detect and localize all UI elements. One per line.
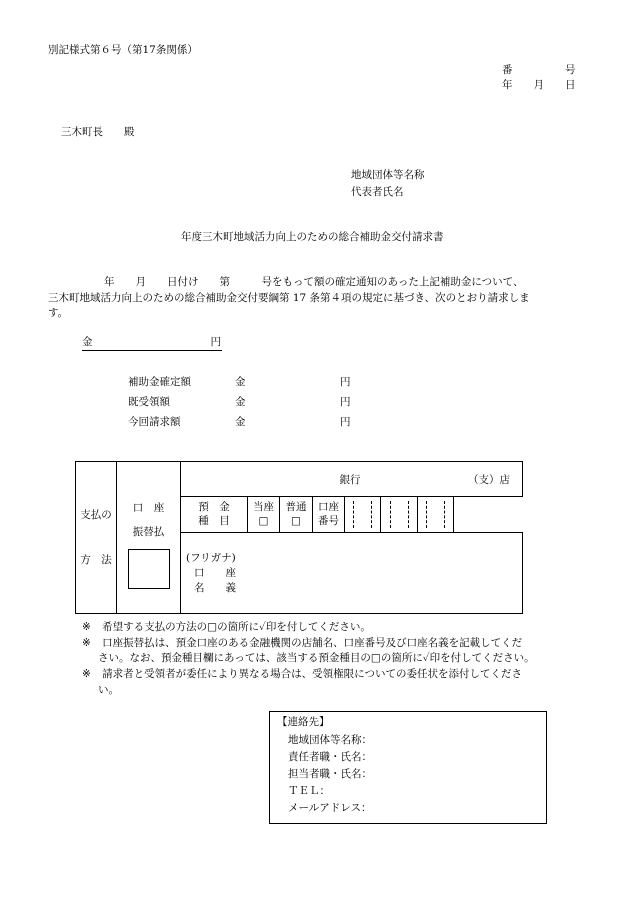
transfer-label: 口 座 bbox=[132, 502, 165, 514]
breakdown-label: 既受領額 bbox=[128, 396, 170, 408]
form-label: 別記様式第６号（第17条関係） bbox=[48, 44, 198, 56]
bank-label: 銀行 bbox=[339, 473, 361, 486]
breakdown-kin: 金 bbox=[235, 396, 246, 408]
date-label: 年 月 日 bbox=[502, 79, 576, 91]
page-title: 年度三木町地域活力向上のための総合補助金交付請求書 bbox=[181, 231, 444, 243]
note: ※ 口座振替払は、預金口座のある金融機関の店舗名、口座番号及び口座名義を記載してくだ bbox=[82, 637, 523, 649]
contact-tel: ＴＥＬ： bbox=[288, 785, 330, 797]
amount-yen: 円 bbox=[210, 336, 221, 348]
account-holder-label: (フリガナ) 口 座 名 義 bbox=[181, 533, 248, 614]
contact-box bbox=[269, 711, 547, 824]
note: ※ 希望する支払の方法の□の箇所に✓印を付してください。 bbox=[82, 621, 371, 633]
branch-label: （支）店 bbox=[468, 473, 511, 486]
account-digit-cell[interactable] bbox=[381, 497, 418, 533]
breakdown-label: 今回請求額 bbox=[128, 416, 181, 428]
addressee: 三木町長 殿 bbox=[61, 126, 135, 138]
payment-table bbox=[75, 461, 523, 614]
applicant-rep-label: 代表者氏名 bbox=[351, 186, 404, 198]
account-number-label: 口座 番号 bbox=[313, 497, 345, 533]
applicant-org-label: 地域団体等名称 bbox=[351, 169, 425, 181]
futsu-checkbox[interactable]: □ bbox=[291, 514, 301, 527]
breakdown-yen: 円 bbox=[340, 396, 351, 408]
contact-staff: 担当者職・氏名： bbox=[288, 768, 372, 780]
breakdown-kin: 金 bbox=[235, 376, 246, 388]
breakdown-kin: 金 bbox=[235, 416, 246, 428]
account-digit-cell[interactable] bbox=[345, 497, 381, 533]
body-line-1: 年 月 日付け 第 号をもって額の確定通知のあった上記補助金について、 bbox=[104, 276, 524, 288]
body-line-3: す。 bbox=[48, 307, 69, 319]
toza-checkbox[interactable]: □ bbox=[258, 514, 269, 527]
deposit-type-label: 預 金 種 目 bbox=[181, 497, 248, 533]
amount-line bbox=[82, 336, 222, 351]
futsu-option[interactable]: 普通 □ bbox=[280, 497, 313, 533]
transfer-option: 口 座 振替払 bbox=[117, 462, 181, 614]
account-digit-cell[interactable] bbox=[418, 497, 454, 533]
breakdown-label: 補助金確定額 bbox=[128, 376, 191, 388]
payment-method-label: 支払の 方 法 bbox=[76, 462, 117, 614]
breakdown-yen: 円 bbox=[340, 416, 351, 428]
note-continued: い。 bbox=[98, 684, 119, 696]
note-continued: さい。なお、預金種目欄にあっては、該当する預金種目の□の箇所に✓印を付してください。 bbox=[98, 652, 535, 664]
breakdown-yen: 円 bbox=[340, 376, 351, 388]
account-holder-cell[interactable] bbox=[248, 533, 523, 614]
branch-name-cell[interactable] bbox=[381, 462, 523, 497]
bank-name-cell[interactable] bbox=[181, 462, 381, 497]
number-label: 番 号 bbox=[502, 64, 576, 76]
contact-responsible: 責任者職・氏名： bbox=[288, 751, 372, 763]
contact-email: メールアドレス： bbox=[288, 802, 372, 814]
toza-option[interactable]: 当座 □ bbox=[248, 497, 280, 533]
amount-kin: 金 bbox=[82, 336, 93, 348]
note: ※ 請求者と受領者が委任により異なる場合は、受領権限についての委任状を添付してくださ bbox=[82, 668, 522, 680]
body-line-2: 三木町地域活力向上のための総合補助金交付要綱第 17 条第４項の規定に基づき、次のとおり請求しま bbox=[48, 292, 530, 304]
contact-org: 地域団体等名称： bbox=[288, 734, 372, 746]
transfer-checkbox[interactable] bbox=[128, 549, 170, 589]
contact-header: 【連絡先】 bbox=[277, 716, 330, 728]
